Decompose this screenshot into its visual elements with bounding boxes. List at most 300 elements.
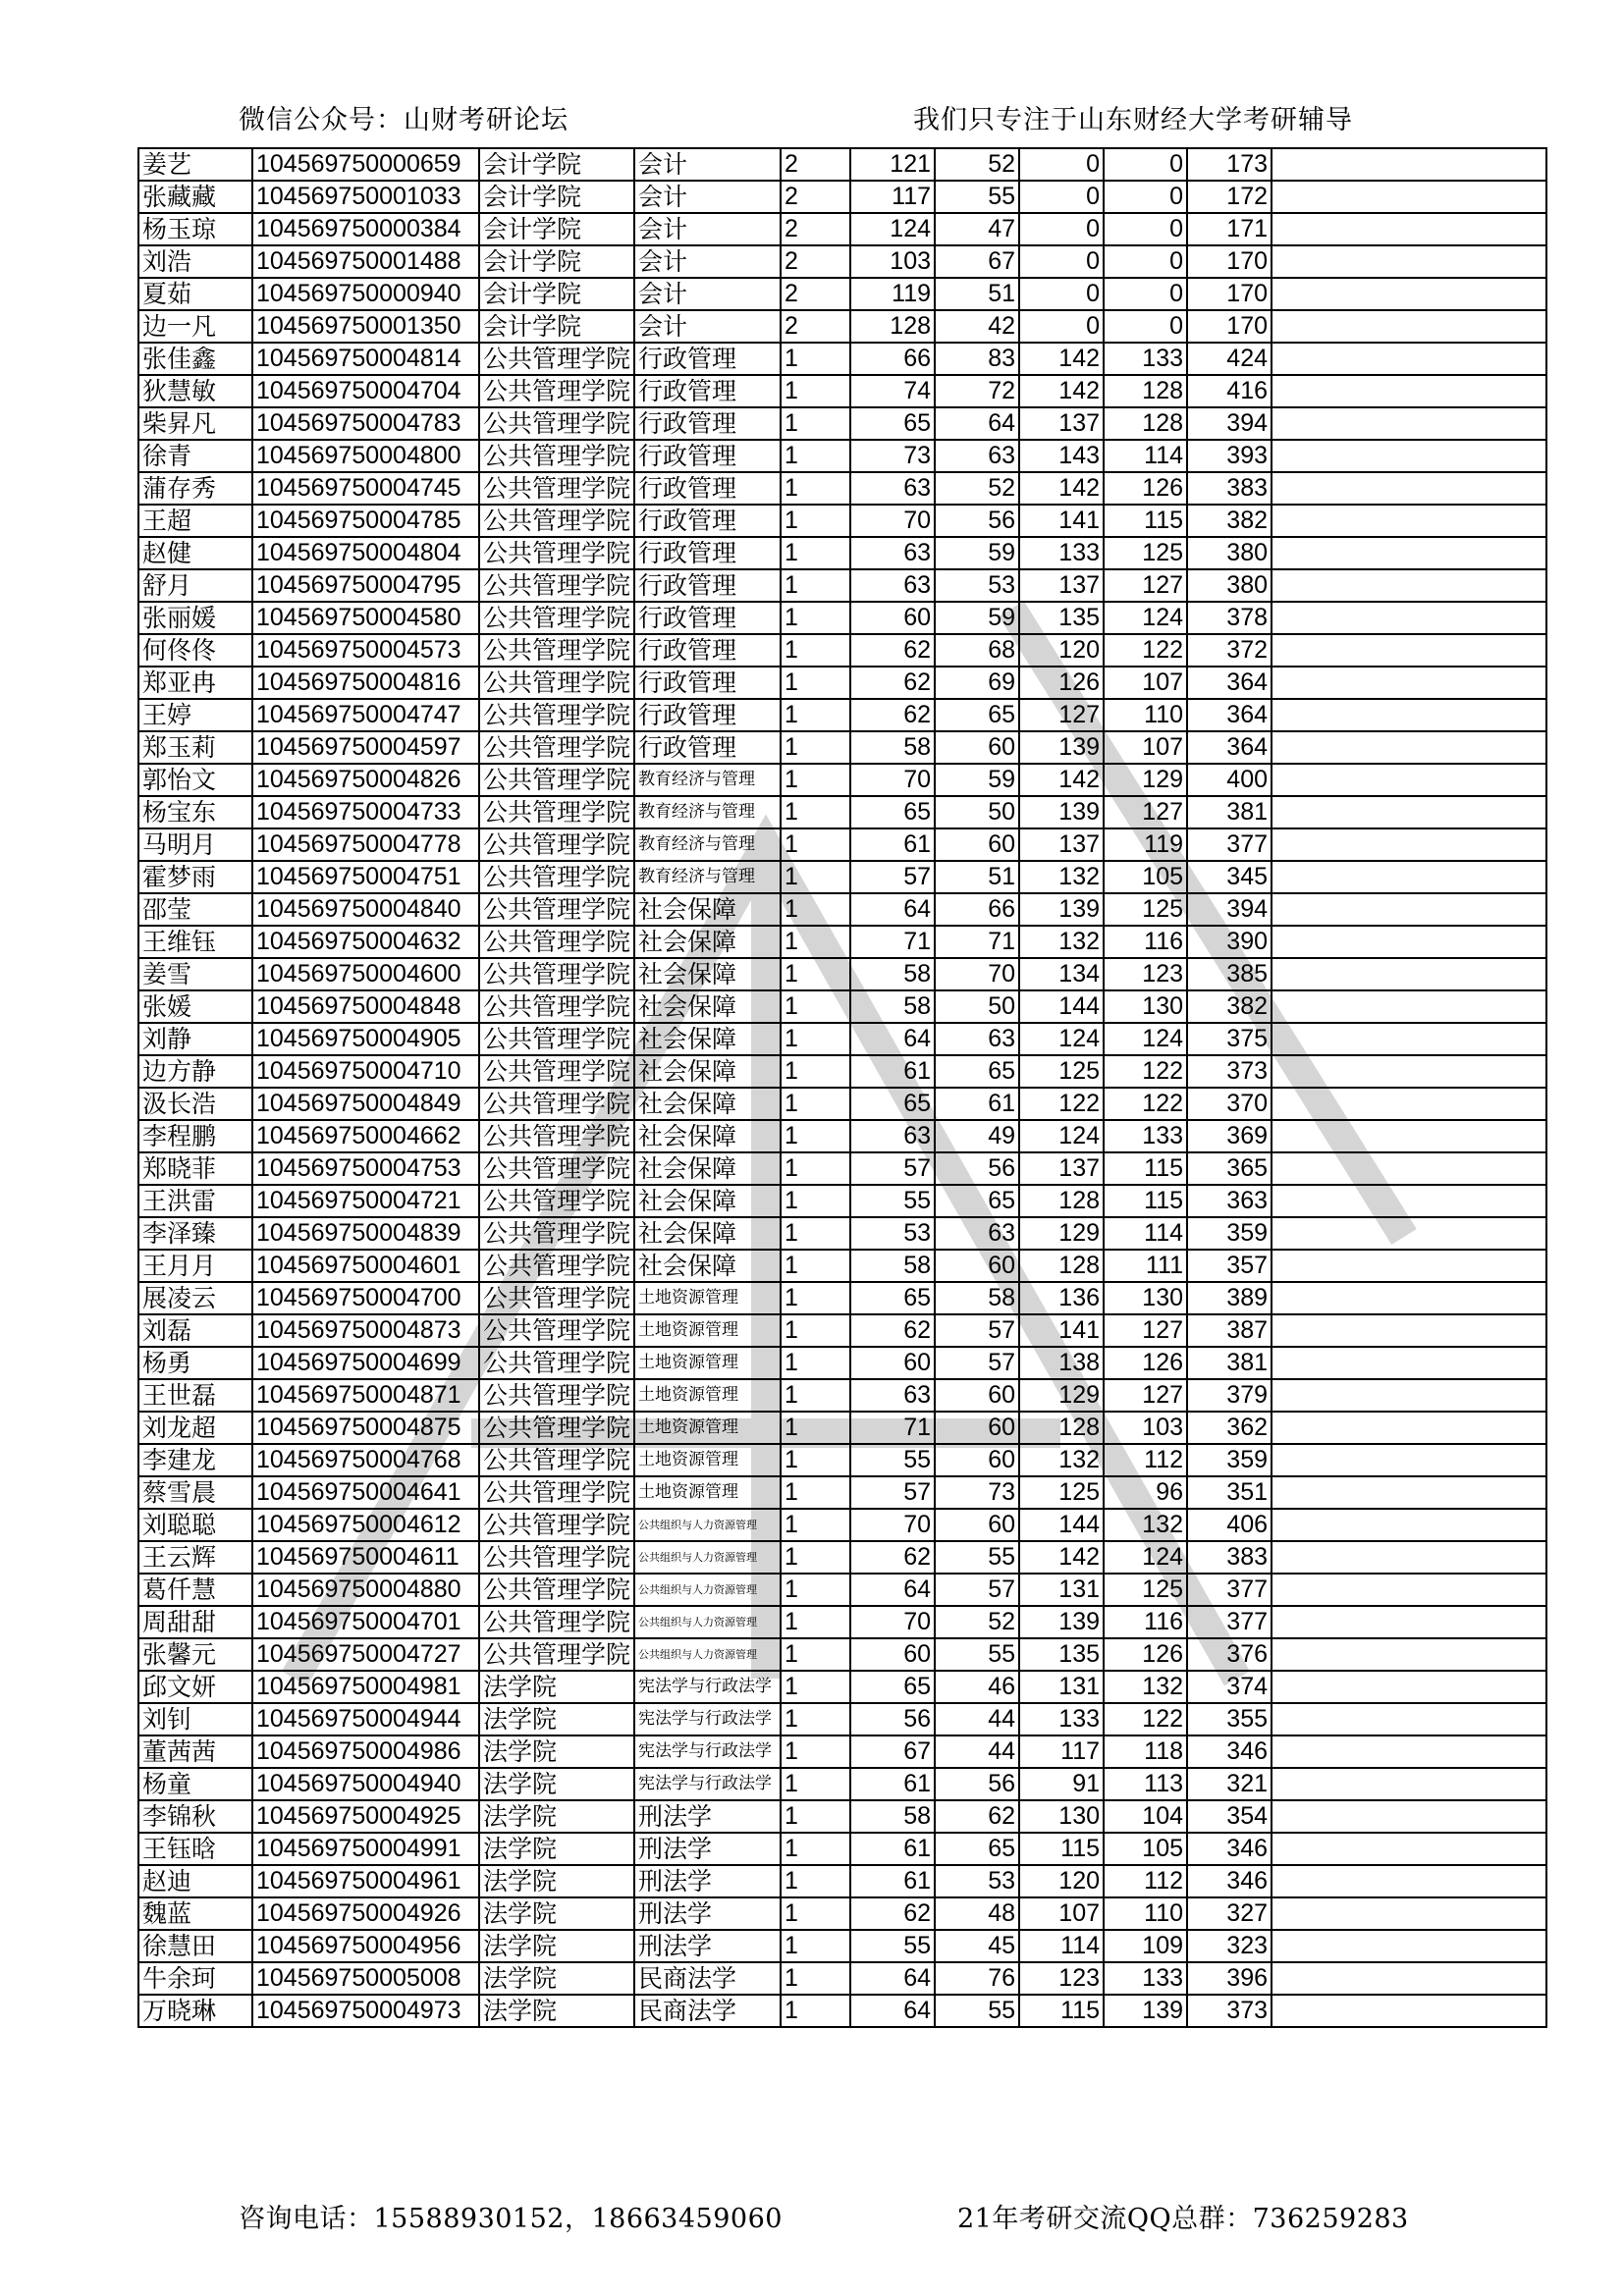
cell-remark [1272, 1412, 1546, 1444]
cell-subject-1: 129 [1019, 1217, 1104, 1250]
cell-remark [1272, 1703, 1546, 1735]
cell-name: 张媛 [138, 990, 252, 1023]
cell-subject-1: 143 [1019, 440, 1104, 472]
cell-subject-1: 123 [1019, 1962, 1104, 1995]
footer-qq-group-text: 21年考研交流QQ总群：736259283 [957, 2204, 1409, 2234]
cell-major: 行政管理 [634, 343, 781, 375]
cell-subject-1: 129 [1019, 1379, 1104, 1412]
cell-english: 63 [935, 1023, 1019, 1055]
cell-exam-id: 104569750004704 [252, 375, 479, 407]
cell-subject-2: 127 [1104, 1314, 1187, 1347]
cell-major: 行政管理 [634, 375, 781, 407]
cell-college: 公共管理学院 [479, 1476, 634, 1509]
cell-english: 60 [935, 1412, 1019, 1444]
cell-remark [1272, 278, 1546, 310]
cell-type: 1 [781, 667, 850, 699]
cell-subject-2: 130 [1104, 990, 1187, 1023]
cell-total: 382 [1187, 505, 1272, 537]
score-table-body [138, 148, 1546, 2027]
cell-college: 公共管理学院 [479, 861, 634, 893]
cell-subject-2: 139 [1104, 1995, 1187, 2027]
cell-total: 373 [1187, 1995, 1272, 2027]
cell-college: 公共管理学院 [479, 796, 634, 828]
cell-english: 56 [935, 1768, 1019, 1800]
cell-college: 公共管理学院 [479, 1379, 634, 1412]
cell-total: 380 [1187, 569, 1272, 602]
cell-college: 公共管理学院 [479, 699, 634, 731]
cell-subject-2: 127 [1104, 796, 1187, 828]
table-row [138, 828, 1546, 861]
cell-exam-id: 104569750001350 [252, 310, 479, 343]
cell-type: 2 [781, 181, 850, 213]
cell-total: 424 [1187, 343, 1272, 375]
cell-total: 377 [1187, 1606, 1272, 1638]
cell-english: 71 [935, 926, 1019, 958]
cell-subject-1: 135 [1019, 1638, 1104, 1671]
cell-exam-id: 104569750004795 [252, 569, 479, 602]
cell-subject-1: 127 [1019, 699, 1104, 731]
cell-politics: 62 [850, 1897, 935, 1930]
cell-politics: 60 [850, 602, 935, 634]
cell-college: 法学院 [479, 1768, 634, 1800]
cell-total: 359 [1187, 1217, 1272, 1250]
cell-major: 教育经济与管理 [634, 764, 781, 796]
cell-subject-2: 115 [1104, 1185, 1187, 1217]
cell-remark [1272, 1735, 1546, 1768]
cell-subject-1: 144 [1019, 990, 1104, 1023]
cell-exam-id: 104569750004700 [252, 1282, 479, 1314]
cell-college: 公共管理学院 [479, 1606, 634, 1638]
cell-remark [1272, 1638, 1546, 1671]
cell-subject-2: 107 [1104, 667, 1187, 699]
table-row [138, 1444, 1546, 1476]
table-row [138, 375, 1546, 407]
cell-remark [1272, 1088, 1546, 1120]
cell-college: 公共管理学院 [479, 1250, 634, 1282]
cell-type: 1 [781, 958, 850, 990]
cell-subject-1: 139 [1019, 1606, 1104, 1638]
cell-english: 50 [935, 796, 1019, 828]
cell-total: 369 [1187, 1120, 1272, 1152]
cell-politics: 58 [850, 990, 935, 1023]
cell-english: 83 [935, 343, 1019, 375]
cell-politics: 64 [850, 893, 935, 926]
cell-subject-2: 124 [1104, 1023, 1187, 1055]
table-row [138, 990, 1546, 1023]
cell-politics: 62 [850, 667, 935, 699]
cell-subject-1: 132 [1019, 926, 1104, 958]
cell-remark [1272, 1897, 1546, 1930]
cell-major: 行政管理 [634, 407, 781, 440]
cell-college: 公共管理学院 [479, 1412, 634, 1444]
cell-subject-2: 110 [1104, 1897, 1187, 1930]
table-row [138, 1412, 1546, 1444]
cell-college: 公共管理学院 [479, 1023, 634, 1055]
cell-english: 63 [935, 1217, 1019, 1250]
cell-name: 蔡雪晨 [138, 1476, 252, 1509]
cell-subject-1: 124 [1019, 1120, 1104, 1152]
cell-type: 1 [781, 990, 850, 1023]
cell-total: 364 [1187, 667, 1272, 699]
cell-exam-id: 104569750000384 [252, 213, 479, 245]
cell-subject-2: 109 [1104, 1930, 1187, 1962]
cell-english: 73 [935, 1476, 1019, 1509]
cell-subject-2: 118 [1104, 1735, 1187, 1768]
cell-name: 魏蓝 [138, 1897, 252, 1930]
cell-exam-id: 104569750001488 [252, 245, 479, 278]
cell-major: 刑法学 [634, 1865, 781, 1897]
cell-politics: 60 [850, 1347, 935, 1379]
cell-english: 59 [935, 602, 1019, 634]
cell-college: 公共管理学院 [479, 375, 634, 407]
cell-exam-id: 104569750004814 [252, 343, 479, 375]
cell-subject-1: 128 [1019, 1185, 1104, 1217]
cell-subject-2: 132 [1104, 1509, 1187, 1541]
cell-subject-2: 124 [1104, 602, 1187, 634]
cell-exam-id: 104569750004632 [252, 926, 479, 958]
cell-politics: 65 [850, 796, 935, 828]
cell-total: 377 [1187, 1574, 1272, 1606]
cell-politics: 70 [850, 1606, 935, 1638]
cell-remark [1272, 602, 1546, 634]
cell-type: 1 [781, 505, 850, 537]
cell-college: 法学院 [479, 1800, 634, 1833]
cell-major: 教育经济与管理 [634, 828, 781, 861]
cell-subject-1: 134 [1019, 958, 1104, 990]
cell-remark [1272, 1509, 1546, 1541]
cell-type: 1 [781, 1800, 850, 1833]
cell-exam-id: 104569750004727 [252, 1638, 479, 1671]
cell-politics: 63 [850, 1120, 935, 1152]
cell-name: 张佳鑫 [138, 343, 252, 375]
cell-politics: 58 [850, 1800, 935, 1833]
cell-major: 土地资源管理 [634, 1379, 781, 1412]
cell-exam-id: 104569750004925 [252, 1800, 479, 1833]
cell-subject-2: 128 [1104, 375, 1187, 407]
cell-subject-2: 125 [1104, 893, 1187, 926]
cell-total: 400 [1187, 764, 1272, 796]
cell-major: 公共组织与人力资源管理 [634, 1638, 781, 1671]
cell-politics: 128 [850, 310, 935, 343]
cell-politics: 62 [850, 699, 935, 731]
cell-subject-1: 139 [1019, 796, 1104, 828]
cell-politics: 64 [850, 1574, 935, 1606]
cell-name: 王洪雷 [138, 1185, 252, 1217]
cell-subject-2: 126 [1104, 1638, 1187, 1671]
cell-total: 378 [1187, 602, 1272, 634]
cell-politics: 62 [850, 1314, 935, 1347]
table-row [138, 1282, 1546, 1314]
cell-remark [1272, 861, 1546, 893]
cell-type: 1 [781, 1444, 850, 1476]
cell-college: 公共管理学院 [479, 1185, 634, 1217]
cell-remark [1272, 1995, 1546, 2027]
cell-type: 1 [781, 1379, 850, 1412]
cell-subject-1: 126 [1019, 667, 1104, 699]
cell-subject-1: 132 [1019, 1444, 1104, 1476]
cell-name: 葛仟慧 [138, 1574, 252, 1606]
cell-college: 公共管理学院 [479, 1314, 634, 1347]
table-row [138, 407, 1546, 440]
cell-major: 公共组织与人力资源管理 [634, 1606, 781, 1638]
cell-subject-1: 144 [1019, 1509, 1104, 1541]
cell-english: 57 [935, 1314, 1019, 1347]
cell-type: 1 [781, 1995, 850, 2027]
cell-remark [1272, 990, 1546, 1023]
cell-major: 行政管理 [634, 699, 781, 731]
cell-subject-2: 124 [1104, 1541, 1187, 1574]
cell-college: 公共管理学院 [479, 1574, 634, 1606]
cell-subject-1: 141 [1019, 505, 1104, 537]
cell-english: 63 [935, 440, 1019, 472]
cell-remark [1272, 569, 1546, 602]
table-row [138, 958, 1546, 990]
cell-english: 67 [935, 245, 1019, 278]
cell-total: 172 [1187, 181, 1272, 213]
cell-name: 李程鹏 [138, 1120, 252, 1152]
cell-english: 51 [935, 861, 1019, 893]
cell-subject-1: 125 [1019, 1476, 1104, 1509]
cell-major: 会计 [634, 213, 781, 245]
cell-type: 1 [781, 1768, 850, 1800]
cell-exam-id: 104569750004573 [252, 634, 479, 667]
cell-exam-id: 104569750004986 [252, 1735, 479, 1768]
cell-name: 何佟佟 [138, 634, 252, 667]
cell-subject-2: 112 [1104, 1444, 1187, 1476]
cell-type: 1 [781, 764, 850, 796]
cell-exam-id: 104569750004611 [252, 1541, 479, 1574]
cell-total: 365 [1187, 1152, 1272, 1185]
cell-type: 1 [781, 1055, 850, 1088]
cell-college: 会计学院 [479, 310, 634, 343]
cell-subject-1: 117 [1019, 1735, 1104, 1768]
cell-major: 民商法学 [634, 1995, 781, 2027]
cell-exam-id: 104569750004721 [252, 1185, 479, 1217]
cell-type: 2 [781, 148, 850, 181]
cell-subject-1: 0 [1019, 310, 1104, 343]
cell-type: 1 [781, 861, 850, 893]
cell-subject-1: 0 [1019, 148, 1104, 181]
cell-subject-1: 131 [1019, 1574, 1104, 1606]
cell-name: 张藏藏 [138, 181, 252, 213]
cell-college: 法学院 [479, 1995, 634, 2027]
cell-subject-2: 103 [1104, 1412, 1187, 1444]
table-row [138, 893, 1546, 926]
cell-major: 社会保障 [634, 893, 781, 926]
cell-total: 394 [1187, 893, 1272, 926]
cell-politics: 70 [850, 505, 935, 537]
cell-college: 公共管理学院 [479, 667, 634, 699]
table-row [138, 537, 1546, 569]
cell-major: 土地资源管理 [634, 1282, 781, 1314]
cell-total: 173 [1187, 148, 1272, 181]
cell-politics: 103 [850, 245, 935, 278]
cell-english: 52 [935, 1606, 1019, 1638]
cell-exam-id: 104569750004926 [252, 1897, 479, 1930]
cell-english: 46 [935, 1671, 1019, 1703]
table-row [138, 1638, 1546, 1671]
table-row [138, 213, 1546, 245]
cell-name: 姜雪 [138, 958, 252, 990]
table-row [138, 634, 1546, 667]
cell-english: 49 [935, 1120, 1019, 1152]
cell-remark [1272, 1768, 1546, 1800]
cell-type: 1 [781, 1574, 850, 1606]
cell-total: 381 [1187, 796, 1272, 828]
cell-type: 1 [781, 1120, 850, 1152]
cell-type: 1 [781, 1703, 850, 1735]
cell-politics: 61 [850, 828, 935, 861]
cell-major: 行政管理 [634, 667, 781, 699]
cell-name: 狄慧敏 [138, 375, 252, 407]
cell-name: 刘龙超 [138, 1412, 252, 1444]
cell-politics: 56 [850, 1703, 935, 1735]
cell-name: 张丽媛 [138, 602, 252, 634]
cell-name: 刘静 [138, 1023, 252, 1055]
table-row [138, 1768, 1546, 1800]
table-row [138, 245, 1546, 278]
cell-exam-id: 104569750004745 [252, 472, 479, 505]
cell-subject-1: 133 [1019, 1703, 1104, 1735]
cell-total: 406 [1187, 1509, 1272, 1541]
cell-subject-1: 137 [1019, 1152, 1104, 1185]
cell-major: 社会保障 [634, 990, 781, 1023]
cell-total: 393 [1187, 440, 1272, 472]
cell-subject-1: 141 [1019, 1314, 1104, 1347]
cell-total: 380 [1187, 537, 1272, 569]
cell-exam-id: 104569750004973 [252, 1995, 479, 2027]
cell-politics: 64 [850, 1995, 935, 2027]
cell-english: 65 [935, 699, 1019, 731]
cell-subject-2: 110 [1104, 699, 1187, 731]
cell-major: 会计 [634, 148, 781, 181]
cell-english: 70 [935, 958, 1019, 990]
cell-exam-id: 104569750004747 [252, 699, 479, 731]
table-row [138, 148, 1546, 181]
cell-subject-2: 112 [1104, 1865, 1187, 1897]
cell-subject-2: 105 [1104, 861, 1187, 893]
cell-major: 行政管理 [634, 569, 781, 602]
cell-subject-2: 129 [1104, 764, 1187, 796]
cell-politics: 73 [850, 440, 935, 472]
cell-politics: 63 [850, 1379, 935, 1412]
cell-politics: 71 [850, 1412, 935, 1444]
cell-total: 346 [1187, 1865, 1272, 1897]
table-row [138, 602, 1546, 634]
cell-subject-1: 120 [1019, 634, 1104, 667]
cell-subject-1: 0 [1019, 181, 1104, 213]
cell-exam-id: 104569750004848 [252, 990, 479, 1023]
cell-subject-1: 130 [1019, 1800, 1104, 1833]
cell-exam-id: 104569750004875 [252, 1412, 479, 1444]
cell-type: 1 [781, 472, 850, 505]
cell-english: 56 [935, 505, 1019, 537]
cell-exam-id: 104569750004662 [252, 1120, 479, 1152]
cell-exam-id: 104569750004849 [252, 1088, 479, 1120]
cell-subject-2: 0 [1104, 148, 1187, 181]
cell-type: 1 [781, 1250, 850, 1282]
cell-remark [1272, 926, 1546, 958]
cell-subject-1: 91 [1019, 1768, 1104, 1800]
cell-subject-1: 137 [1019, 569, 1104, 602]
cell-remark [1272, 181, 1546, 213]
cell-college: 公共管理学院 [479, 343, 634, 375]
cell-major: 行政管理 [634, 537, 781, 569]
cell-subject-2: 114 [1104, 440, 1187, 472]
cell-exam-id: 104569750004710 [252, 1055, 479, 1088]
cell-subject-1: 142 [1019, 1541, 1104, 1574]
cell-subject-1: 125 [1019, 1055, 1104, 1088]
cell-college: 公共管理学院 [479, 958, 634, 990]
table-row [138, 310, 1546, 343]
cell-remark [1272, 375, 1546, 407]
cell-subject-1: 135 [1019, 602, 1104, 634]
cell-major: 刑法学 [634, 1930, 781, 1962]
cell-name: 王世磊 [138, 1379, 252, 1412]
cell-name: 邵莹 [138, 893, 252, 926]
cell-total: 383 [1187, 472, 1272, 505]
cell-exam-id: 104569750004880 [252, 1574, 479, 1606]
cell-college: 公共管理学院 [479, 1088, 634, 1120]
cell-total: 363 [1187, 1185, 1272, 1217]
cell-name: 姜艺 [138, 148, 252, 181]
cell-major: 社会保障 [634, 1185, 781, 1217]
cell-politics: 61 [850, 1768, 935, 1800]
footer-phone-text: 咨询电话：15588930152，18663459060 [239, 2204, 783, 2234]
cell-subject-2: 133 [1104, 1120, 1187, 1152]
table-row [138, 1833, 1546, 1865]
cell-total: 170 [1187, 245, 1272, 278]
cell-major: 土地资源管理 [634, 1412, 781, 1444]
cell-name: 赵迪 [138, 1865, 252, 1897]
cell-subject-2: 133 [1104, 1962, 1187, 1995]
cell-exam-id: 104569750004785 [252, 505, 479, 537]
cell-politics: 58 [850, 958, 935, 990]
cell-subject-1: 142 [1019, 472, 1104, 505]
cell-college: 法学院 [479, 1897, 634, 1930]
cell-politics: 60 [850, 1638, 935, 1671]
cell-english: 53 [935, 569, 1019, 602]
cell-exam-id: 104569750004783 [252, 407, 479, 440]
cell-exam-id: 104569750004981 [252, 1671, 479, 1703]
cell-remark [1272, 537, 1546, 569]
cell-name: 邱文妍 [138, 1671, 252, 1703]
table-row [138, 1379, 1546, 1412]
cell-major: 行政管理 [634, 731, 781, 764]
cell-name: 李锦秋 [138, 1800, 252, 1833]
cell-subject-2: 104 [1104, 1800, 1187, 1833]
table-row [138, 1800, 1546, 1833]
score-table [137, 147, 1547, 2028]
cell-major: 社会保障 [634, 1152, 781, 1185]
cell-english: 56 [935, 1152, 1019, 1185]
cell-major: 刑法学 [634, 1833, 781, 1865]
cell-remark [1272, 1023, 1546, 1055]
cell-total: 373 [1187, 1055, 1272, 1088]
cell-remark [1272, 1444, 1546, 1476]
cell-remark [1272, 893, 1546, 926]
cell-name: 刘聪聪 [138, 1509, 252, 1541]
cell-subject-1: 142 [1019, 764, 1104, 796]
cell-subject-1: 128 [1019, 1412, 1104, 1444]
table-row [138, 1897, 1546, 1930]
cell-name: 刘钊 [138, 1703, 252, 1735]
cell-college: 公共管理学院 [479, 537, 634, 569]
cell-remark [1272, 764, 1546, 796]
cell-college: 公共管理学院 [479, 828, 634, 861]
cell-exam-id: 104569750004733 [252, 796, 479, 828]
cell-major: 宪法学与行政法学 [634, 1671, 781, 1703]
